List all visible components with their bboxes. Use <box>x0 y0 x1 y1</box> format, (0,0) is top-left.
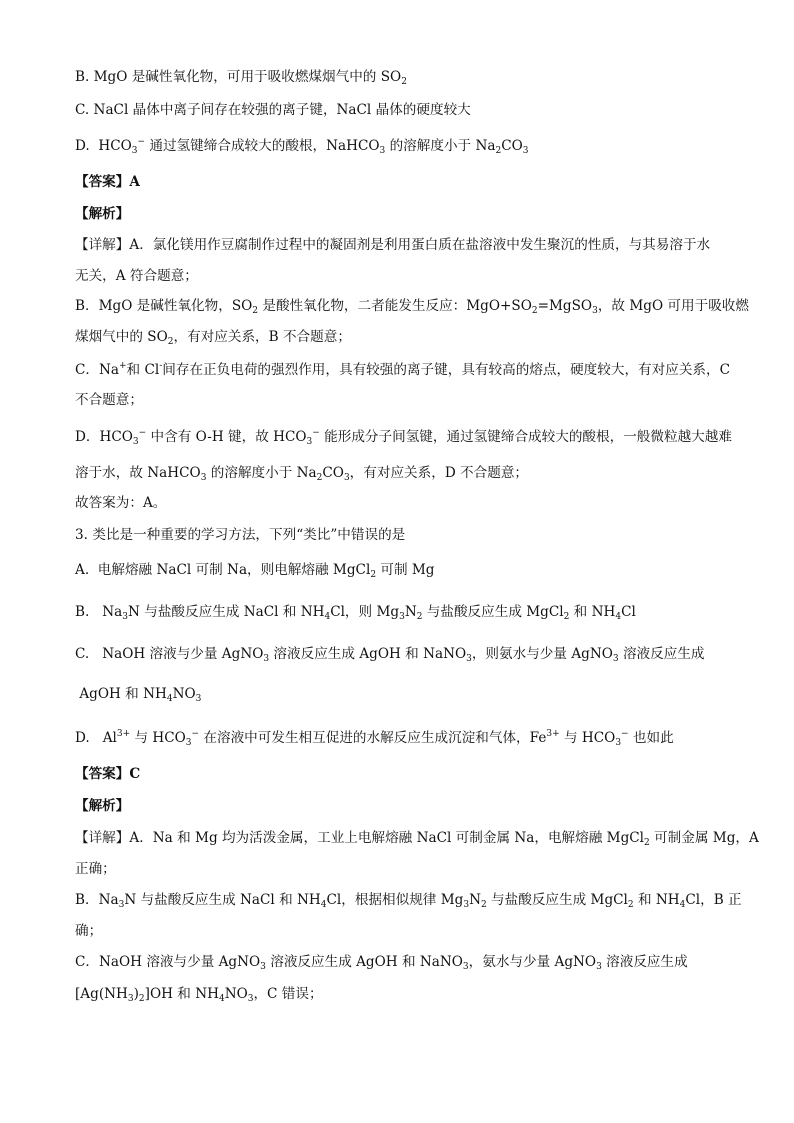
text-segment: 3. 类比是一种重要的学习方法，下列“类比”中错误的是 <box>75 527 406 543</box>
text-segment: C. NaOH 溶液与少量 AgNO <box>75 646 264 662</box>
text-segment: 和 Cl <box>126 362 160 378</box>
text-segment: 【解析】 <box>75 206 130 222</box>
text-line <box>75 267 198 285</box>
text-segment: CO <box>322 465 344 481</box>
subscript: 4 <box>679 900 686 910</box>
text-segment: 溶液反应生成 AgOH 和 NaNO <box>265 954 463 970</box>
text-segment: 与盐酸反应生成 MgCl <box>486 892 628 908</box>
subscript: 2 <box>563 612 570 622</box>
subscript: 2 <box>370 570 377 580</box>
subscript: 3 <box>260 962 266 972</box>
text-segment: 【详解】A．Na 和 Mg 均为活泼金属，工业上电解熔融 NaCl 可制金属 Na，电解熔融 MgCl <box>75 830 645 846</box>
subscript: 4 <box>320 900 327 910</box>
text-line <box>75 328 351 346</box>
text-line <box>75 829 759 847</box>
subscript: 2 <box>167 337 174 347</box>
text-segment: 煤烟气中的 SO <box>75 329 168 345</box>
subscript: 4 <box>615 612 622 622</box>
subscript: 2 <box>416 612 423 622</box>
text-segment: 【答案】A <box>75 174 140 190</box>
subscript: 2 <box>252 306 259 316</box>
subscript: 2 <box>531 306 538 316</box>
text-line <box>75 561 435 579</box>
text-segment: N <box>469 892 481 908</box>
subscript: 2 <box>644 838 650 848</box>
text-segment: ]OH 和 NH <box>144 986 219 1002</box>
text-segment: 能形成分子间氢键，通过氢键缔合成较大的酸根，一般微粒越大越难 <box>319 429 732 445</box>
text-segment: D. Al <box>75 730 117 746</box>
text-line <box>75 797 129 815</box>
subscript: 3 <box>462 962 469 972</box>
subscript: 3 <box>306 437 313 447</box>
text-segment: D．HCO <box>75 429 133 445</box>
text-segment: 间存在正负电荷的强烈作用，具有较强的离子键，具有较高的熔点，硬度较大，有对应关系，C <box>162 362 731 378</box>
text-line <box>75 922 102 940</box>
text-line <box>75 685 201 703</box>
text-segment: 也如此 <box>628 730 674 746</box>
text-segment: C. NaCl 晶体中离子间存在较强的离子键，NaCl 晶体的硬度较大 <box>75 102 471 118</box>
text-line <box>75 729 674 747</box>
subscript: 3 <box>195 694 202 704</box>
text-segment: ，C 错误； <box>253 986 323 1002</box>
text-line <box>75 205 129 223</box>
text-line <box>75 645 705 663</box>
text-segment: ，则氨水与少量 AgNO <box>471 646 613 662</box>
text-line <box>75 891 742 909</box>
text-segment: 溶于水，故 NaHCO <box>75 465 201 481</box>
text-segment: Cl，根据相似规律 Mg <box>326 892 464 908</box>
text-line <box>75 860 116 878</box>
text-segment: N 与盐酸反应生成 NaCl 和 NH <box>128 604 325 620</box>
subscript: 3 <box>263 654 270 664</box>
text-segment: 溶液反应生成 <box>618 646 705 662</box>
text-segment: 可制金属 Mg，A <box>649 830 759 846</box>
text-segment: 与 HCO <box>559 730 616 746</box>
superscript: − <box>312 428 320 438</box>
subscript: 3 <box>399 612 405 622</box>
subscript: 3 <box>131 146 138 156</box>
text-segment: B．Na <box>75 892 119 908</box>
superscript: - <box>159 361 163 371</box>
subscript: 4 <box>324 612 331 622</box>
text-segment: 【解析】 <box>75 798 130 814</box>
text-segment: CO <box>501 138 523 154</box>
text-segment: ，故 MgO 可用于吸收燃 <box>597 298 749 314</box>
subscript: 3 <box>247 994 254 1004</box>
subscript: 4 <box>218 994 225 1004</box>
text-segment: A. 电解熔融 NaCl 可制 Na，则电解熔融 MgCl <box>75 562 371 578</box>
text-line <box>75 391 143 409</box>
subscript: 3 <box>615 738 622 748</box>
text-segment: ，有对应关系，D 不合题意； <box>349 465 529 481</box>
superscript: 3+ <box>116 729 131 739</box>
text-segment: 无关，A 符合题意； <box>75 268 198 284</box>
text-segment: 可制 Mg <box>376 562 435 578</box>
text-segment: Cl，则 Mg <box>330 604 400 620</box>
text-line <box>75 361 730 379</box>
text-line <box>75 236 710 254</box>
text-segment: C．Na <box>75 362 119 378</box>
text-segment: AgOH 和 NH <box>75 686 167 702</box>
text-segment: 不合题意； <box>75 392 143 408</box>
text-segment: 通过氢键缔合成较大的酸根，NaHCO <box>145 138 380 154</box>
text-segment: D. HCO <box>75 138 132 154</box>
subscript: 3 <box>592 306 598 316</box>
subscript: 3 <box>522 146 529 156</box>
text-segment: 是酸性氧化物，二者能发生反应：MgO+SO <box>258 298 532 314</box>
text-segment: 和 NH <box>569 604 616 620</box>
subscript: 4 <box>166 694 173 704</box>
text-segment: 溶液反应生成 AgOH 和 NaNO <box>269 646 467 662</box>
text-segment: 故答案为：A。 <box>75 495 167 511</box>
text-segment: ，氨水与少量 AgNO <box>468 954 597 970</box>
text-segment: 【详解】A．氯化镁用作豆腐制作过程中的凝固剂是利用蛋白质在盐溶液中发生聚沉的性质，与其易溶于水 <box>75 237 711 253</box>
text-segment: B. Na <box>75 604 123 620</box>
subscript: 2 <box>316 473 323 483</box>
superscript: + <box>119 361 127 371</box>
subscript: 3 <box>612 654 619 664</box>
subscript: 3 <box>118 900 125 910</box>
text-segment: 中含有 O-H 键，故 HCO <box>146 429 307 445</box>
text-segment: NO <box>172 686 196 702</box>
text-line <box>75 428 732 446</box>
text-segment: B. MgO 是碱性氧化物，可用于吸收燃煤烟气中的 SO <box>75 69 402 85</box>
text-segment: 的溶解度小于 Na <box>385 138 496 154</box>
superscript: 3+ <box>546 729 560 739</box>
superscript: − <box>621 729 629 739</box>
text-segment: Cl，B 正 <box>685 892 742 908</box>
text-segment: 溶液反应生成 <box>601 954 688 970</box>
subscript: 3 <box>466 654 472 664</box>
text-line <box>75 953 688 971</box>
text-segment: 和 NH <box>633 892 680 908</box>
subscript: 3 <box>463 900 470 910</box>
text-line <box>75 68 407 86</box>
text-segment: ) <box>133 986 139 1002</box>
text-line <box>75 297 749 315</box>
superscript: − <box>191 729 200 739</box>
text-segment: =MgSO <box>537 298 593 314</box>
text-line <box>75 985 323 1003</box>
superscript: − <box>137 137 146 147</box>
text-segment: N 与盐酸反应生成 NaCl 和 NH <box>124 892 321 908</box>
superscript: − <box>138 428 147 438</box>
text-segment: 在溶液中可发生相互促进的水解反应生成沉淀和气体，Fe <box>199 730 547 746</box>
text-line <box>75 173 140 191</box>
subscript: 2 <box>481 900 487 910</box>
text-line <box>75 137 528 155</box>
subscript: 3 <box>122 612 129 622</box>
text-line <box>75 464 528 482</box>
text-line <box>75 603 636 621</box>
subscript: 3 <box>343 473 350 483</box>
subscript: 3 <box>185 738 192 748</box>
text-segment: 【答案】C <box>75 766 141 782</box>
subscript: 3 <box>200 473 207 483</box>
subscript: 2 <box>495 146 502 156</box>
text-line <box>75 494 166 512</box>
text-segment: Cl <box>621 604 636 620</box>
text-line <box>75 101 471 119</box>
text-line <box>75 765 140 783</box>
text-segment: N <box>404 604 417 620</box>
subscript: 3 <box>379 146 386 156</box>
subscript: 2 <box>627 900 634 910</box>
text-segment: ，有对应关系，B 不合题意； <box>173 329 351 345</box>
subscript: 2 <box>401 77 407 87</box>
text-segment: 确； <box>75 923 103 939</box>
text-segment: [Ag(NH <box>75 986 128 1002</box>
text-segment: 与盐酸反应生成 MgCl <box>422 604 564 620</box>
text-segment: NO <box>224 986 248 1002</box>
text-segment: 正确； <box>75 861 116 877</box>
subscript: 3 <box>596 962 602 972</box>
subscript: 2 <box>138 994 145 1004</box>
text-line <box>75 526 405 544</box>
subscript: 3 <box>132 437 139 447</box>
text-segment: C．NaOH 溶液与少量 AgNO <box>75 954 261 970</box>
text-segment: B．MgO 是碱性氧化物，SO <box>75 298 253 314</box>
subscript: 3 <box>127 994 134 1004</box>
text-segment: 的溶解度小于 Na <box>206 465 317 481</box>
text-segment: 与 HCO <box>130 730 186 746</box>
